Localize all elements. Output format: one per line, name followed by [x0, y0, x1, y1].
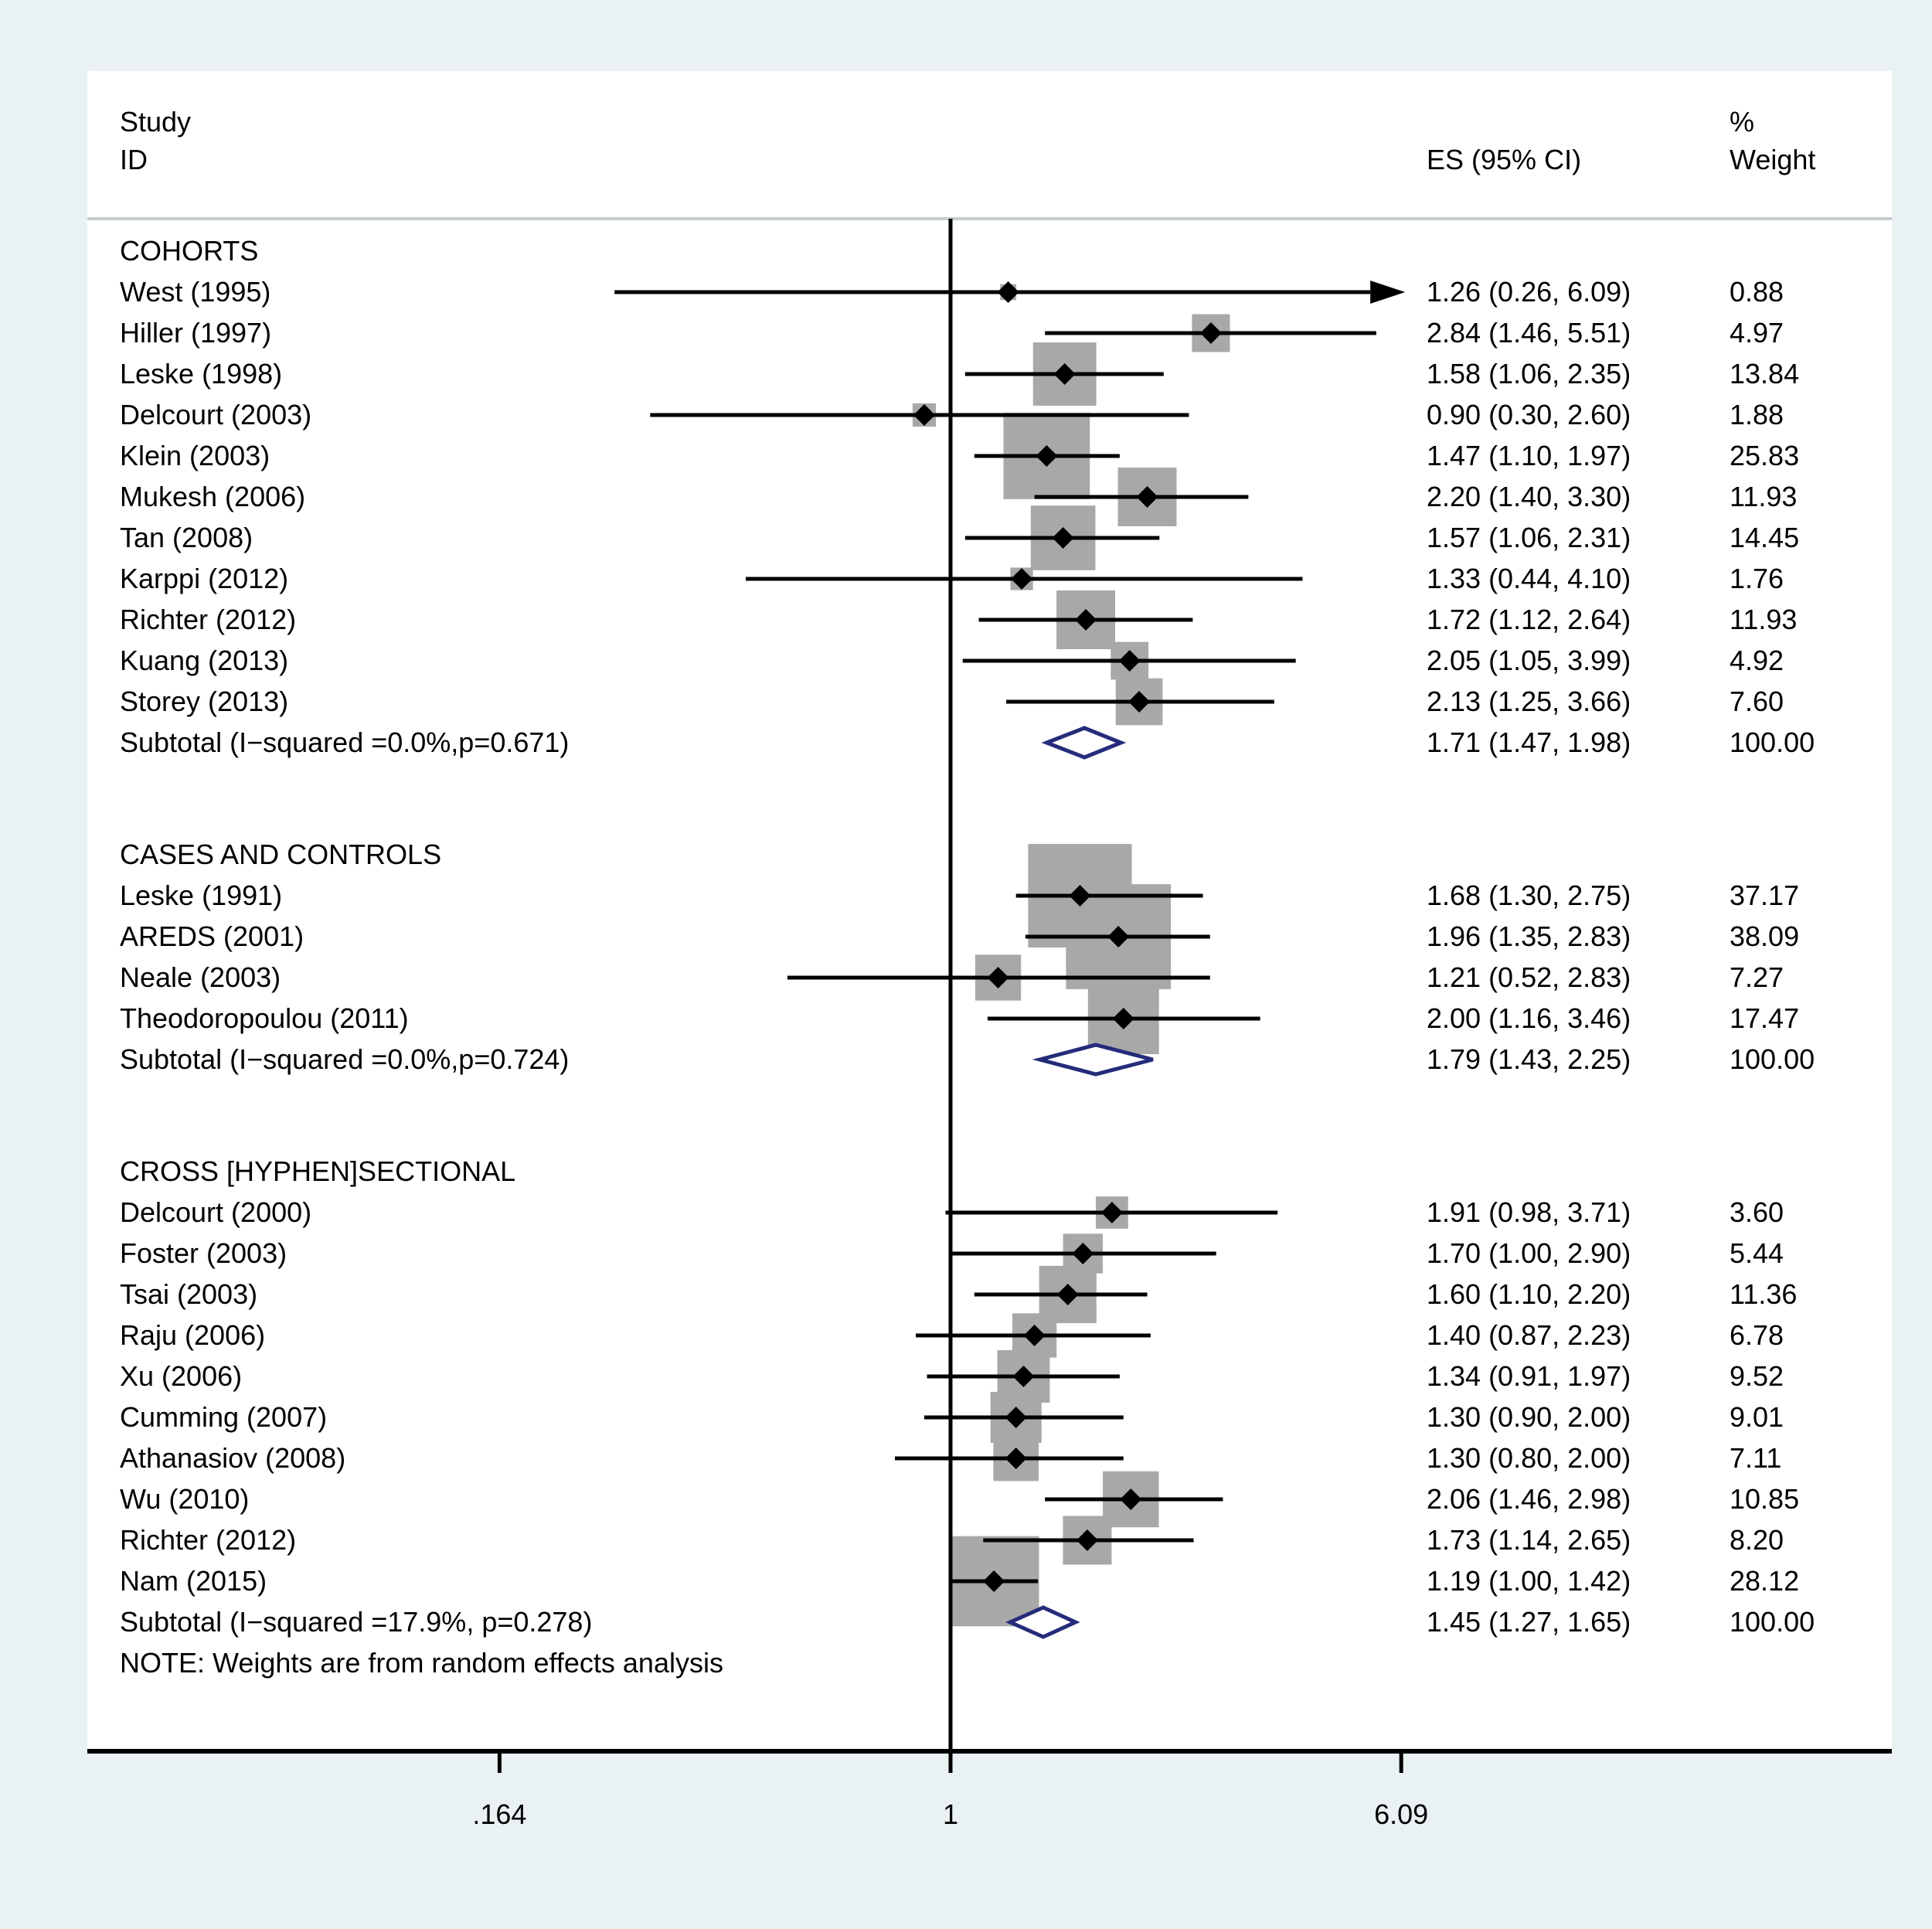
col-header-weight: Weight — [1730, 144, 1816, 175]
subtotal-weight-value: 100.00 — [1730, 726, 1815, 758]
es-value: 2.00 (1.16, 3.46) — [1427, 1002, 1631, 1034]
subtotal-label: Subtotal (I−squared =17.9%, p=0.278) — [120, 1606, 593, 1638]
es-value: 1.47 (1.10, 1.97) — [1427, 440, 1631, 471]
note-text: NOTE: Weights are from random effects analysis — [120, 1647, 723, 1679]
weight-value: 11.93 — [1730, 481, 1798, 512]
study-label: Raju (2006) — [120, 1319, 266, 1351]
es-value: 1.40 (0.87, 2.23) — [1427, 1319, 1631, 1351]
es-value: 0.90 (0.30, 2.60) — [1427, 399, 1631, 430]
weight-value: 1.88 — [1730, 399, 1784, 430]
study-label: Nam (2015) — [120, 1565, 267, 1597]
weight-value: 9.52 — [1730, 1360, 1784, 1392]
subtotal-weight-value: 100.00 — [1730, 1606, 1815, 1638]
study-label: Richter (2012) — [120, 1524, 297, 1556]
study-label: Tsai (2003) — [120, 1278, 258, 1310]
es-value: 1.34 (0.91, 1.97) — [1427, 1360, 1631, 1392]
weight-value: 1.76 — [1730, 563, 1784, 594]
study-label: Xu (2006) — [120, 1360, 243, 1392]
study-label: Mukesh (2006) — [120, 481, 306, 512]
study-label: Karppi (2012) — [120, 563, 289, 594]
weight-value: 25.83 — [1730, 440, 1800, 471]
es-value: 1.26 (0.26, 6.09) — [1427, 276, 1631, 308]
es-value: 1.30 (0.80, 2.00) — [1427, 1442, 1631, 1474]
weight-value: 3.60 — [1730, 1196, 1784, 1228]
es-value: 1.19 (1.00, 1.42) — [1427, 1565, 1631, 1597]
study-label: Klein (2003) — [120, 440, 270, 471]
col-header-id: ID — [120, 144, 148, 175]
es-value: 1.33 (0.44, 4.10) — [1427, 563, 1631, 594]
weight-value: 7.11 — [1730, 1442, 1782, 1474]
es-value: 1.70 (1.00, 2.90) — [1427, 1237, 1631, 1269]
es-value: 2.05 (1.05, 3.99) — [1427, 645, 1631, 676]
study-label: Theodoropoulou (2011) — [120, 1002, 409, 1034]
es-value: 1.68 (1.30, 2.75) — [1427, 879, 1631, 911]
es-value: 1.21 (0.52, 2.83) — [1427, 961, 1631, 993]
subtotal-weight-value: 100.00 — [1730, 1043, 1815, 1075]
es-value: 1.57 (1.06, 2.31) — [1427, 522, 1631, 553]
col-header-study: Study — [120, 106, 192, 138]
subtotal-es-value: 1.79 (1.43, 2.25) — [1427, 1043, 1631, 1075]
study-label: West (1995) — [120, 276, 271, 308]
weight-value: 6.78 — [1730, 1319, 1784, 1351]
x-tick-label: 1 — [942, 1798, 959, 1830]
study-label: Richter (2012) — [120, 604, 297, 635]
es-value: 1.96 (1.35, 2.83) — [1427, 920, 1631, 952]
study-label: Delcourt (2003) — [120, 399, 312, 430]
study-label: Foster (2003) — [120, 1237, 287, 1269]
weight-value: 10.85 — [1730, 1483, 1800, 1515]
weight-value: 28.12 — [1730, 1565, 1800, 1597]
group-header: CROSS [HYPHEN]SECTIONAL — [120, 1155, 516, 1187]
study-label: Wu (2010) — [120, 1483, 250, 1515]
study-label: Leske (1998) — [120, 358, 283, 390]
study-label: Athanasiov (2008) — [120, 1442, 346, 1474]
weight-value: 0.88 — [1730, 276, 1784, 308]
study-label: AREDS (2001) — [120, 920, 304, 952]
subtotal-label: Subtotal (I−squared =0.0%,p=0.724) — [120, 1043, 570, 1075]
weight-value: 14.45 — [1730, 522, 1800, 553]
es-value: 1.91 (0.98, 3.71) — [1427, 1196, 1631, 1228]
es-value: 2.84 (1.46, 5.51) — [1427, 317, 1631, 349]
x-tick-label: 6.09 — [1374, 1798, 1429, 1830]
weight-value: 8.20 — [1730, 1524, 1784, 1556]
weight-value: 7.27 — [1730, 961, 1784, 993]
weight-value: 11.36 — [1730, 1278, 1798, 1310]
study-label: Tan (2008) — [120, 522, 253, 553]
weight-value: 17.47 — [1730, 1002, 1800, 1034]
es-value: 1.58 (1.06, 2.35) — [1427, 358, 1631, 390]
es-value: 1.30 (0.90, 2.00) — [1427, 1401, 1631, 1433]
subtotal-label: Subtotal (I−squared =0.0%,p=0.671) — [120, 726, 570, 758]
subtotal-es-value: 1.45 (1.27, 1.65) — [1427, 1606, 1631, 1638]
weight-value: 11.93 — [1730, 604, 1798, 635]
study-label: Cumming (2007) — [120, 1401, 328, 1433]
study-label: Kuang (2013) — [120, 645, 289, 676]
group-header: CASES AND CONTROLS — [120, 839, 442, 870]
weight-value: 37.17 — [1730, 879, 1800, 911]
study-label: Hiller (1997) — [120, 317, 272, 349]
es-value: 2.06 (1.46, 2.98) — [1427, 1483, 1631, 1515]
group-header: COHORTS — [120, 235, 259, 267]
study-label: Delcourt (2000) — [120, 1196, 312, 1228]
study-label: Neale (2003) — [120, 961, 281, 993]
subtotal-es-value: 1.71 (1.47, 1.98) — [1427, 726, 1631, 758]
weight-value: 9.01 — [1730, 1401, 1784, 1433]
weight-value: 5.44 — [1730, 1237, 1784, 1269]
weight-value: 13.84 — [1730, 358, 1800, 390]
weight-value: 4.92 — [1730, 645, 1784, 676]
es-value: 1.60 (1.10, 2.20) — [1427, 1278, 1631, 1310]
x-tick-label: .164 — [472, 1798, 527, 1830]
es-value: 2.20 (1.40, 3.30) — [1427, 481, 1631, 512]
es-value: 1.72 (1.12, 2.64) — [1427, 604, 1631, 635]
study-label: Storey (2013) — [120, 686, 289, 717]
col-header-es: ES (95% CI) — [1427, 144, 1582, 175]
weight-value: 38.09 — [1730, 920, 1800, 952]
weight-value: 7.60 — [1730, 686, 1784, 717]
study-label: Leske (1991) — [120, 879, 283, 911]
es-value: 2.13 (1.25, 3.66) — [1427, 686, 1631, 717]
weight-value: 4.97 — [1730, 317, 1784, 349]
es-value: 1.73 (1.14, 2.65) — [1427, 1524, 1631, 1556]
col-header-percent: % — [1730, 106, 1755, 138]
